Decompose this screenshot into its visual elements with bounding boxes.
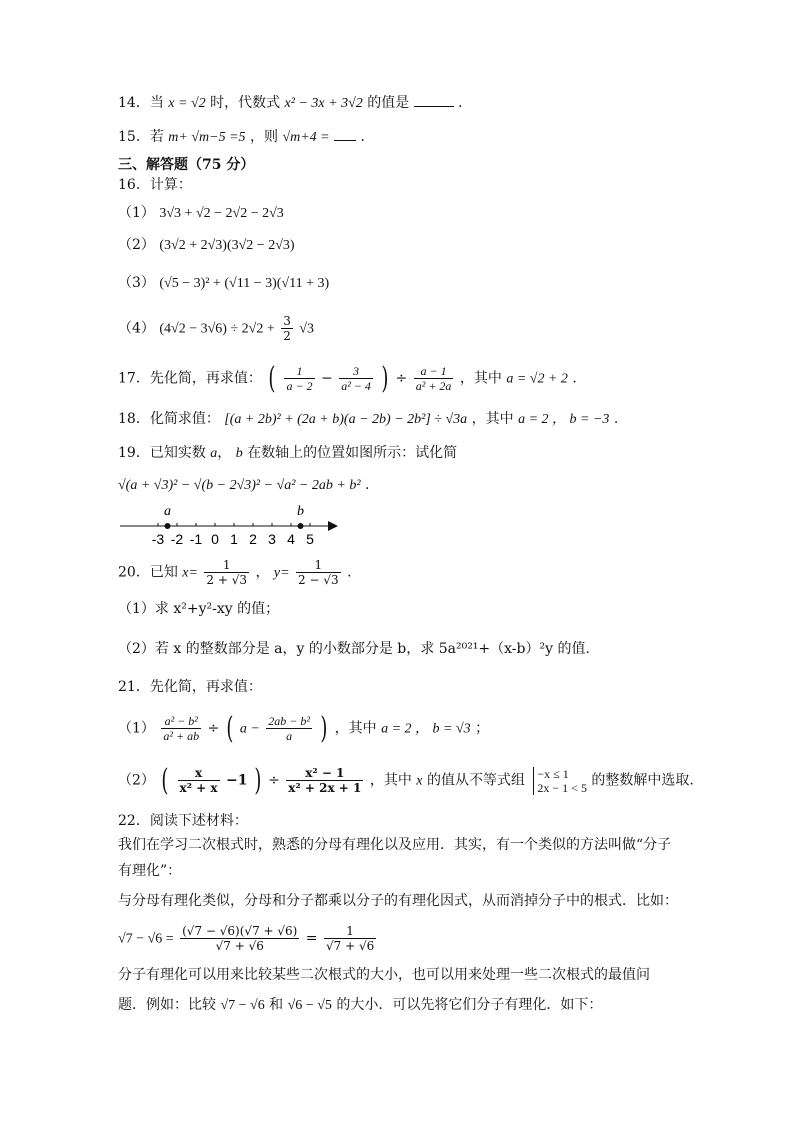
question-21-part-2: （2） ( $\frac{x}{\text{x² + x}}$ −1 ) ÷ $\frac{\text{x² − 1}}{\text{x² + 2x + 1}}$ ，其中 x 的值从不等式组 −x ≤ 1 2x − 1 < 5 的整数解中选取. (118, 762, 694, 798)
question-18: 18．化简求值： [(a + 2b)² + (2a + b)(a − 2b) − 2b²] ÷ √3a ，其中 a = 2 ， b = −3 . (118, 411, 619, 427)
axis-tick-label: -2 (170, 531, 184, 547)
axis-tick-label: 2 (249, 531, 257, 547)
question-16-item-3: （3） (√5 − 3)² + (√11 − 3)(√11 + 3) (118, 275, 330, 291)
paragraph-line: 题．例如：比较 √7 − √6 和 √6 − √5 的大小．可以先将它们分子有理化．如下： (118, 997, 603, 1013)
question-16-item-2: （2） (3√2 + 2√3)(3√2 − 2√3) (118, 237, 295, 253)
number-line (118, 502, 348, 552)
question-14: 14．当 x = √2 时，代数式 x² − 3x + 3√2 的值是 ． (118, 95, 473, 111)
inequality-system: −x ≤ 1 2x − 1 < 5 (533, 767, 587, 795)
paragraph-line: 有理化”： (118, 863, 182, 879)
paragraph-line: 我们在学习二次根式时，熟悉的分母有理化以及应用．其实，有一个类似的方法叫做“分子 (118, 837, 672, 853)
axis-tick-label: 1 (230, 531, 238, 547)
question-20-part-2: （2）若 x 的整数部分是 a，y 的小数部分是 b，求 5a²⁰²¹+（x-b）²y 的值. (118, 641, 590, 657)
answer-blank[interactable] (334, 128, 356, 141)
paragraph-line: 与分母有理化类似，分母和分子都乘以分子的有理化因式，从而消掉分子中的根式．比如： (118, 893, 678, 909)
question-16-title: 16．计算： (118, 177, 192, 193)
axis-tick-label: -3 (151, 531, 165, 547)
question-17: 17．先化简，再求值： ( $\frac{1}{a - 2}$ − $\frac{3}{\text{a² − 4}}$ ) ÷ $\frac{a - 1}{\text{a² + 2a}}$ ，其中 a = √2 + 2 . (118, 360, 577, 396)
point-a-label: a (164, 504, 171, 519)
axis-tick-label: 3 (268, 531, 276, 547)
axis-tick-label: 5 (306, 531, 314, 547)
paragraph-line: 分子有理化可以用来比较某些二次根式的大小，也可以用来处理一些二次根式的最值问 (118, 967, 650, 983)
question-20-part-1: （1）求 x²+y²-xy 的值； (118, 601, 280, 617)
question-20: 20．已知 x= $\frac{1}{2 + √3}$ ， y= $\frac{1}{2 - √3}$ . (118, 558, 352, 587)
point-b (298, 523, 304, 529)
question-15: 15．若 m+ √m−5 =5 ，则 √m+4 = ． (118, 129, 375, 145)
axis-tick-label: 0 (211, 531, 219, 547)
question-22-title: 22．阅读下述材料： (118, 813, 248, 829)
point-b-label: b (297, 504, 304, 519)
question-21-title: 21．先化简，再求值： (118, 679, 262, 695)
fraction: $\frac{3}{2}$ (283, 314, 291, 343)
axis-tick-label: -1 (189, 531, 203, 547)
question-16-item-1: （1） 3√3 + √2 − 2√2 − 2√3 (118, 205, 284, 221)
question-19-expression: √(a + √3)² − √(b − 2√3)² − √a² − 2ab + b² . (118, 477, 370, 493)
axis-arrow-icon (328, 521, 338, 531)
axis-tick-label: 4 (287, 531, 295, 547)
question-16-item-4: （4） (4√2 − 3√6) ÷ 2√2 + $\frac{3}{2}$ √3 (118, 314, 314, 343)
question-19: 19．已知实数 a， b 在数轴上的位置如图所示：试化简 (118, 445, 458, 461)
answer-blank[interactable] (414, 94, 454, 107)
point-a (165, 523, 171, 529)
question-21-part-1: （1） $\frac{\text{a² − b²}}{\text{a² + ab}}$ ÷ ( a − $\frac{\text{2ab − b²}}{a}$ ) ，其中 a = 2 ， b = √3 ； (118, 710, 490, 746)
rationalization-equation: √7 − √6 = $\frac{(√7 - √6)(√7 + √6)}{√7 + √6}$ = $\frac{1}{√7 + √6}$ (118, 924, 375, 953)
section-heading: 三、解答题（75 分） (118, 157, 255, 173)
